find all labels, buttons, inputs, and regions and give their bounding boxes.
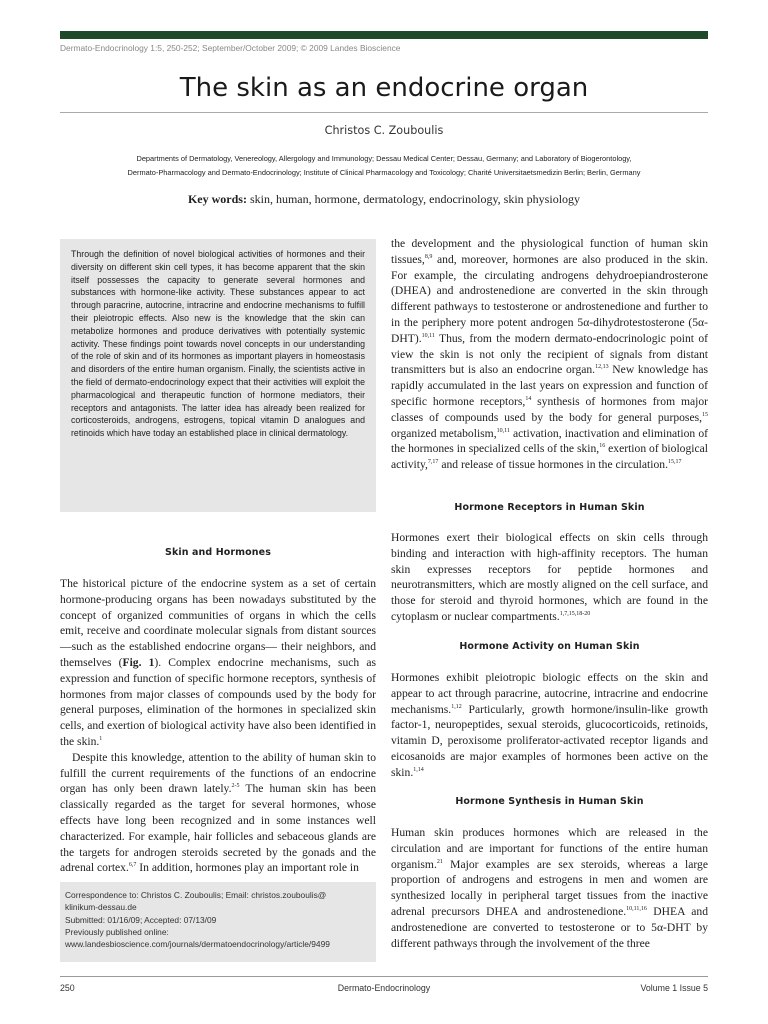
correspondence-line: Correspondence to: Christos C. Zouboulis; Email: christos.zouboulis@ xyxy=(65,890,327,900)
synthesis-text xyxy=(391,825,708,951)
author-name: Christos C. Zouboulis xyxy=(324,124,444,137)
article-title: The skin as an endocrine organ xyxy=(179,73,589,103)
keywords xyxy=(60,192,708,207)
keywords-label: Key words: xyxy=(187,192,247,206)
abstract-box xyxy=(60,239,376,512)
section-heading-activity: Hormone Activity on Human Skin xyxy=(459,641,640,652)
affiliation-line: Dermato-Pharmacology and Dermato-Endocrinology; Institute of Clinical Pharmacology and Toxicology; Charité Universitaetsmedizin Berlin; Berlin, Germany xyxy=(127,167,641,177)
article-url[interactable]: www.landesbioscience.com/journals/dermatoendocrinology/article/9499 xyxy=(65,939,330,950)
left-column-text xyxy=(60,576,376,876)
abstract-text: Through the definition of novel biological activities of hormones and their diversity on different skin cell types, it has become apparent that the skin itself possesses the capacity to generate several hormones and substances with hormone-like activity. These substances appear to act through paracrine, autocrine, intracrine and endocrine mechanisms to fulfill their pleiotropic effects. Also new is the knowledge that the skin can metabolize hormones and produce derivatives with potentially systemic activity. These findings point towards novel concepts in our understanding of the role of skin and of its hormones as important players in homeostasis and disorders of the entire human organism. Finally, the scientists active in the field of dermato-endocrinology expect that their activities will exploit the pharmacological and therapeutic function of hormone mediators, their receptors and antagonists. The latter idea has already been realized for corticosteroids, androgens, estrogens, topical vitamin D analogues and retinoids which have today an established place in clinical dermatology. xyxy=(71,249,365,439)
section-heading-skin-and-hormones: Skin and Hormones xyxy=(165,547,271,558)
footer-volume: Volume 1 Issue 5 xyxy=(640,983,708,993)
paragraph: Hormones exhibit pleiotropic biologic effects on the skin and appear to act through paracrine, autocrine, intracrine and endocrine mechanisms.$^{1,12}$ Particularly, growth hormone/insulin-like growth factor-1, neuropeptides, sexual steroids, glucocorticoids, retinoids, vitamin D, peroxisome proliferator-activated receptor ligands and eicosanoids are major examples of hormones been active on the skin.$^{1,14}$ xyxy=(391,671,708,779)
keywords-list: skin, human, hormone, dermatology, endocrinology, skin physiology xyxy=(249,192,581,206)
affiliation xyxy=(60,152,708,179)
paragraph: Human skin produces hormones which are released in the circulation and are important for functions of the entire human organism.$^{21}$ Major examples are sex steroids, whereas a large proportion of androgens and estrogens in men and women are synthesized locally in peripheral target tissues from the inactive adrenal precursors DHEA and androstenedione.$^{10,11,16}$ DHEA and androstenedione are converted to testosterone or to 5α-DHT by different pathways through the involvement of the three xyxy=(391,826,708,950)
right-column-intro xyxy=(391,236,708,473)
figure-link[interactable]: Fig. 1 xyxy=(122,655,155,669)
correspondence-box xyxy=(60,882,376,962)
footer-divider xyxy=(60,976,708,977)
correspondence-line: Previously published online: xyxy=(65,926,169,937)
paragraph: the development and the physiological function of human skin tissues,$^{8,9}$ and, moreover, hormones are also produced in the skin. For example, the circulating androgens dehydroepiandrosterone (DHEA) and androstenedione are converted in the skin through different pathways to testosterone or androstenedione and further to in the periphery more potent androgen 5α-dihydrotestosterone (5α-DHT).$^{10,11}$ Thus, from the modern dermato-endocrinologic point of view the skin is not only the recipient of signals from distant transmitters but is also an endocrine organ.$^{12,13}$ New knowledge has rapidly accumulated in the last years on expression and function of specific hormone receptors,$^{14}$ synthesis of hormones from major classes of compounds used by the body for general purposes,$^{15}$ organized metabolism,$^{10,11}$ activation, inactivation and elimination of the hormones in specialized cells of the skin,$^{16}$ exertion of biological activity,$^{7,17}$ and release of tissue hormones in the circulation.$^{15,17}$ xyxy=(391,237,708,472)
page-number: 250 xyxy=(60,983,75,993)
correspondence-line: klinikum-dessau.de xyxy=(65,902,137,913)
paragraph: Hormones exert their biological effects on skin cells through binding and interaction with high-affinity receptors. The human skin expresses receptors for peptide hormones and neurotransmitters, which are mostly aligned on the cell surface, and those for steroid and thyroid hormones, which are found in the cytoplasm or nuclear compartments.$^{1,7,15,18-20}$ xyxy=(391,531,708,623)
affiliation-line: Departments of Dermatology, Venereology, Allergology and Immunology; Dessau Medical Center; Dessau, Germany; and Laboratory of Biogerontology, xyxy=(136,154,632,163)
paragraph: The historical picture of the endocrine system as a set of certain hormone-producing organs has been nowadays substituted by the concept of organized communities of organs in which the cells emit, receive and coordinate molecular signals from distant sources—such as the established endocrine organs— their neighbors, and themselves (Fig. 1). Complex endocrine mechanisms, such as expression and function of specific hormone receptors, synthesis of hormones from major classes of compounds used by the body for general purposes, elimination of the hormones in specialized skin cells, and exertion of biological activity have also been identified in the skin.$^1$ xyxy=(60,577,376,748)
journal-citation: Dermato-Endocrinology 1:5, 250-252; September/October 2009; © 2009 Landes Bioscience xyxy=(60,43,401,53)
footer-journal: Dermato-Endocrinology xyxy=(337,983,431,993)
correspondence-line: Submitted: 01/16/09; Accepted: 07/13/09 xyxy=(65,914,217,925)
section-heading-synthesis: Hormone Synthesis in Human Skin xyxy=(455,796,644,807)
receptors-text xyxy=(391,530,708,625)
paragraph: Despite this knowledge, attention to the ability of human skin to fulfill the current requirements of the functions of an endocrine organ has only been drawn lately.$^{2-5}$ The human skin has been classically regarded as the target for several hormones, whose effects have long been recognized and in some instances well characterized. For example, hair follicles and sebaceous glands are the targets for androgen steroids secreted by the gonads and the adrenal cortex.$^{6,7}$ In addition, hormones play an important role in xyxy=(60,750,376,875)
header-banner xyxy=(60,31,708,39)
title-divider xyxy=(60,112,708,113)
section-heading-receptors: Hormone Receptors in Human Skin xyxy=(454,502,645,513)
activity-text xyxy=(391,670,708,781)
